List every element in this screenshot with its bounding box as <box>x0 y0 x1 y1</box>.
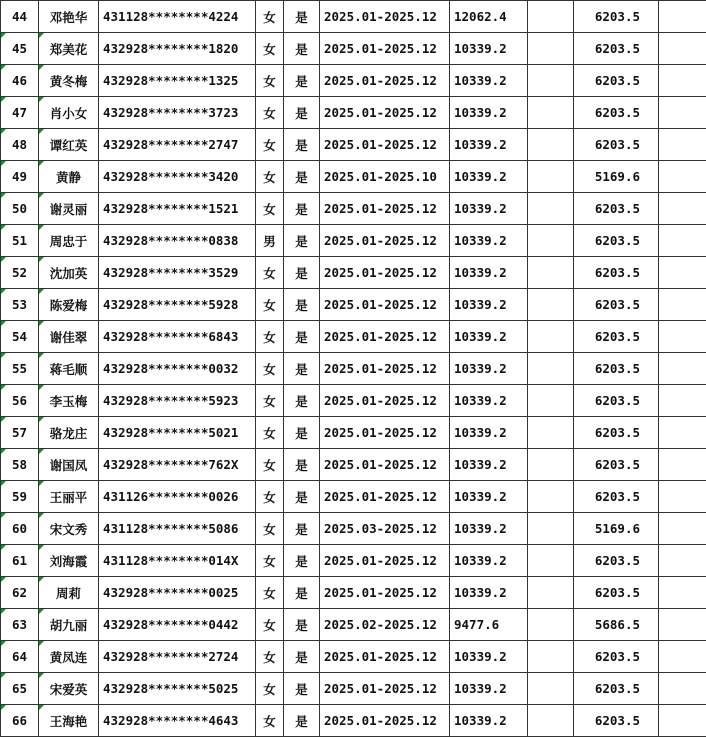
amount-cell: 10339.2 <box>450 641 528 673</box>
gender-cell: 男 <box>256 225 284 257</box>
amount-cell: 10339.2 <box>450 225 528 257</box>
amount-cell: 10339.2 <box>450 129 528 161</box>
name-cell: 谢国凤 <box>39 449 99 481</box>
note-cell <box>659 289 706 321</box>
gender-cell: 女 <box>256 97 284 129</box>
period-cell: 2025.01-2025.12 <box>320 65 450 97</box>
id-number-cell: 431128********4224 <box>99 1 256 33</box>
name-cell: 蒋毛顺 <box>39 353 99 385</box>
gender-cell: 女 <box>256 65 284 97</box>
amount-cell: 10339.2 <box>450 545 528 577</box>
flag-cell: 是 <box>284 289 320 321</box>
amount-cell: 10339.2 <box>450 97 528 129</box>
flag-cell: 是 <box>284 513 320 545</box>
note-cell <box>659 481 706 513</box>
row-number-cell: 66 <box>1 705 39 737</box>
row-number-cell: 64 <box>1 641 39 673</box>
name-cell: 肖小女 <box>39 97 99 129</box>
name-cell: 周忠于 <box>39 225 99 257</box>
subsidy-cell: 6203.5 <box>574 289 659 321</box>
table-row <box>1 33 706 65</box>
subsidy-cell: 6203.5 <box>574 129 659 161</box>
note-cell <box>659 321 706 353</box>
id-number-cell: 432928********1521 <box>99 193 256 225</box>
empty-cell <box>528 129 574 161</box>
table-row <box>1 257 706 289</box>
table-row <box>1 705 706 737</box>
row-number-cell: 59 <box>1 481 39 513</box>
gender-cell: 女 <box>256 289 284 321</box>
name-cell: 刘海霞 <box>39 545 99 577</box>
gender-cell: 女 <box>256 33 284 65</box>
note-cell <box>659 417 706 449</box>
id-number-cell: 432928********1325 <box>99 65 256 97</box>
gender-cell: 女 <box>256 513 284 545</box>
amount-cell: 10339.2 <box>450 65 528 97</box>
subsidy-cell: 6203.5 <box>574 353 659 385</box>
flag-cell: 是 <box>284 385 320 417</box>
empty-cell <box>528 225 574 257</box>
amount-cell: 10339.2 <box>450 481 528 513</box>
flag-cell: 是 <box>284 641 320 673</box>
row-number-cell: 63 <box>1 609 39 641</box>
amount-cell: 10339.2 <box>450 33 528 65</box>
flag-cell: 是 <box>284 449 320 481</box>
subsidy-cell: 6203.5 <box>574 65 659 97</box>
note-cell <box>659 385 706 417</box>
period-cell: 2025.02-2025.12 <box>320 609 450 641</box>
id-number-cell: 432928********0025 <box>99 577 256 609</box>
flag-cell: 是 <box>284 97 320 129</box>
row-number-cell: 51 <box>1 225 39 257</box>
note-cell <box>659 577 706 609</box>
subsidy-cell: 6203.5 <box>574 1 659 33</box>
period-cell: 2025.01-2025.12 <box>320 705 450 737</box>
subsidy-cell: 6203.5 <box>574 641 659 673</box>
gender-cell: 女 <box>256 609 284 641</box>
subsidy-cell: 6203.5 <box>574 673 659 705</box>
note-cell <box>659 129 706 161</box>
table-row <box>1 65 706 97</box>
id-number-cell: 432928********762X <box>99 449 256 481</box>
flag-cell: 是 <box>284 705 320 737</box>
empty-cell <box>528 257 574 289</box>
note-cell <box>659 33 706 65</box>
flag-cell: 是 <box>284 257 320 289</box>
gender-cell: 女 <box>256 161 284 193</box>
row-number-cell: 48 <box>1 129 39 161</box>
id-number-cell: 432928********6843 <box>99 321 256 353</box>
empty-cell <box>528 65 574 97</box>
subsidy-cell: 6203.5 <box>574 97 659 129</box>
flag-cell: 是 <box>284 161 320 193</box>
table-row <box>1 321 706 353</box>
row-number-cell: 46 <box>1 65 39 97</box>
period-cell: 2025.01-2025.12 <box>320 257 450 289</box>
period-cell: 2025.01-2025.12 <box>320 1 450 33</box>
flag-cell: 是 <box>284 481 320 513</box>
gender-cell: 女 <box>256 385 284 417</box>
period-cell: 2025.01-2025.12 <box>320 577 450 609</box>
period-cell: 2025.01-2025.10 <box>320 161 450 193</box>
table-row <box>1 449 706 481</box>
id-number-cell: 432928********2747 <box>99 129 256 161</box>
row-number-cell: 60 <box>1 513 39 545</box>
name-cell: 宋文秀 <box>39 513 99 545</box>
period-cell: 2025.03-2025.12 <box>320 513 450 545</box>
empty-cell <box>528 577 574 609</box>
name-cell: 王丽平 <box>39 481 99 513</box>
period-cell: 2025.01-2025.12 <box>320 673 450 705</box>
period-cell: 2025.01-2025.12 <box>320 321 450 353</box>
subsidy-cell: 6203.5 <box>574 257 659 289</box>
period-cell: 2025.01-2025.12 <box>320 289 450 321</box>
note-cell <box>659 353 706 385</box>
row-number-cell: 49 <box>1 161 39 193</box>
flag-cell: 是 <box>284 225 320 257</box>
flag-cell: 是 <box>284 417 320 449</box>
empty-cell <box>528 417 574 449</box>
subsidy-cell: 6203.5 <box>574 33 659 65</box>
name-cell: 宋爱英 <box>39 673 99 705</box>
period-cell: 2025.01-2025.12 <box>320 129 450 161</box>
gender-cell: 女 <box>256 481 284 513</box>
amount-cell: 10339.2 <box>450 193 528 225</box>
table-row <box>1 673 706 705</box>
table-row <box>1 417 706 449</box>
flag-cell: 是 <box>284 609 320 641</box>
note-cell <box>659 513 706 545</box>
row-number-cell: 47 <box>1 97 39 129</box>
period-cell: 2025.01-2025.12 <box>320 641 450 673</box>
table-row <box>1 289 706 321</box>
subsidy-cell: 5169.6 <box>574 161 659 193</box>
empty-cell <box>528 449 574 481</box>
note-cell <box>659 641 706 673</box>
id-number-cell: 432928********3723 <box>99 97 256 129</box>
flag-cell: 是 <box>284 65 320 97</box>
period-cell: 2025.01-2025.12 <box>320 193 450 225</box>
name-cell: 谢佳翠 <box>39 321 99 353</box>
empty-cell <box>528 673 574 705</box>
name-cell: 黄静 <box>39 161 99 193</box>
row-number-cell: 53 <box>1 289 39 321</box>
id-number-cell: 432928********1820 <box>99 33 256 65</box>
id-number-cell: 432928********0442 <box>99 609 256 641</box>
empty-cell <box>528 513 574 545</box>
empty-cell <box>528 33 574 65</box>
subsidy-cell: 6203.5 <box>574 385 659 417</box>
id-number-cell: 432928********4643 <box>99 705 256 737</box>
flag-cell: 是 <box>284 33 320 65</box>
table-row <box>1 97 706 129</box>
period-cell: 2025.01-2025.12 <box>320 385 450 417</box>
gender-cell: 女 <box>256 417 284 449</box>
table-row <box>1 545 706 577</box>
gender-cell: 女 <box>256 129 284 161</box>
name-cell: 黄凤连 <box>39 641 99 673</box>
table-row <box>1 513 706 545</box>
subsidy-cell: 6203.5 <box>574 449 659 481</box>
id-number-cell: 432928********2724 <box>99 641 256 673</box>
note-cell <box>659 673 706 705</box>
table-row <box>1 161 706 193</box>
gender-cell: 女 <box>256 257 284 289</box>
amount-cell: 10339.2 <box>450 321 528 353</box>
note-cell <box>659 705 706 737</box>
flag-cell: 是 <box>284 321 320 353</box>
note-cell <box>659 97 706 129</box>
table-row <box>1 577 706 609</box>
row-number-cell: 57 <box>1 417 39 449</box>
id-number-cell: 431126********0026 <box>99 481 256 513</box>
name-cell: 王海艳 <box>39 705 99 737</box>
id-number-cell: 431128********014X <box>99 545 256 577</box>
period-cell: 2025.01-2025.12 <box>320 417 450 449</box>
empty-cell <box>528 609 574 641</box>
name-cell: 周莉 <box>39 577 99 609</box>
row-number-cell: 58 <box>1 449 39 481</box>
flag-cell: 是 <box>284 353 320 385</box>
subsidy-cell: 6203.5 <box>574 481 659 513</box>
gender-cell: 女 <box>256 577 284 609</box>
subsidy-cell: 6203.5 <box>574 193 659 225</box>
amount-cell: 9477.6 <box>450 609 528 641</box>
table-row <box>1 385 706 417</box>
gender-cell: 女 <box>256 449 284 481</box>
row-number-cell: 65 <box>1 673 39 705</box>
table-row <box>1 609 706 641</box>
name-cell: 李玉梅 <box>39 385 99 417</box>
row-number-cell: 52 <box>1 257 39 289</box>
subsidy-cell: 6203.5 <box>574 225 659 257</box>
note-cell <box>659 225 706 257</box>
name-cell: 谢灵丽 <box>39 193 99 225</box>
period-cell: 2025.01-2025.12 <box>320 545 450 577</box>
name-cell: 陈爱梅 <box>39 289 99 321</box>
name-cell: 郑美花 <box>39 33 99 65</box>
gender-cell: 女 <box>256 353 284 385</box>
gender-cell: 女 <box>256 321 284 353</box>
amount-cell: 10339.2 <box>450 257 528 289</box>
row-number-cell: 61 <box>1 545 39 577</box>
subsidy-cell: 5169.6 <box>574 513 659 545</box>
amount-cell: 12062.4 <box>450 1 528 33</box>
note-cell <box>659 545 706 577</box>
id-number-cell: 432928********5923 <box>99 385 256 417</box>
empty-cell <box>528 481 574 513</box>
row-number-cell: 45 <box>1 33 39 65</box>
empty-cell <box>528 193 574 225</box>
period-cell: 2025.01-2025.12 <box>320 353 450 385</box>
id-number-cell: 432928********0838 <box>99 225 256 257</box>
amount-cell: 10339.2 <box>450 673 528 705</box>
empty-cell <box>528 97 574 129</box>
amount-cell: 10339.2 <box>450 449 528 481</box>
table-row <box>1 129 706 161</box>
note-cell <box>659 65 706 97</box>
note-cell <box>659 193 706 225</box>
gender-cell: 女 <box>256 673 284 705</box>
gender-cell: 女 <box>256 1 284 33</box>
subsidy-cell: 6203.5 <box>574 417 659 449</box>
flag-cell: 是 <box>284 1 320 33</box>
table-row <box>1 481 706 513</box>
empty-cell <box>528 353 574 385</box>
row-number-cell: 50 <box>1 193 39 225</box>
table-body <box>1 1 706 737</box>
row-number-cell: 55 <box>1 353 39 385</box>
amount-cell: 10339.2 <box>450 385 528 417</box>
subsidy-cell: 6203.5 <box>574 705 659 737</box>
flag-cell: 是 <box>284 193 320 225</box>
name-cell: 骆龙庄 <box>39 417 99 449</box>
row-number-cell: 62 <box>1 577 39 609</box>
note-cell <box>659 609 706 641</box>
row-number-cell: 44 <box>1 1 39 33</box>
amount-cell: 10339.2 <box>450 161 528 193</box>
id-number-cell: 432928********5021 <box>99 417 256 449</box>
name-cell: 谭红英 <box>39 129 99 161</box>
empty-cell <box>528 545 574 577</box>
row-number-cell: 54 <box>1 321 39 353</box>
row-number-cell: 56 <box>1 385 39 417</box>
period-cell: 2025.01-2025.12 <box>320 225 450 257</box>
note-cell <box>659 257 706 289</box>
period-cell: 2025.01-2025.12 <box>320 97 450 129</box>
period-cell: 2025.01-2025.12 <box>320 33 450 65</box>
id-number-cell: 431128********5086 <box>99 513 256 545</box>
amount-cell: 10339.2 <box>450 577 528 609</box>
table-row <box>1 1 706 33</box>
empty-cell <box>528 385 574 417</box>
id-number-cell: 432928********0032 <box>99 353 256 385</box>
id-number-cell: 432928********3420 <box>99 161 256 193</box>
empty-cell <box>528 289 574 321</box>
name-cell: 沈加英 <box>39 257 99 289</box>
empty-cell <box>528 161 574 193</box>
table-row <box>1 193 706 225</box>
subsidy-cell: 6203.5 <box>574 321 659 353</box>
amount-cell: 10339.2 <box>450 705 528 737</box>
note-cell <box>659 161 706 193</box>
empty-cell <box>528 1 574 33</box>
amount-cell: 10339.2 <box>450 353 528 385</box>
empty-cell <box>528 321 574 353</box>
flag-cell: 是 <box>284 545 320 577</box>
table-row <box>1 641 706 673</box>
note-cell <box>659 449 706 481</box>
gender-cell: 女 <box>256 705 284 737</box>
subsidy-cell: 6203.5 <box>574 577 659 609</box>
flag-cell: 是 <box>284 129 320 161</box>
gender-cell: 女 <box>256 641 284 673</box>
name-cell: 胡九丽 <box>39 609 99 641</box>
amount-cell: 10339.2 <box>450 417 528 449</box>
gender-cell: 女 <box>256 193 284 225</box>
flag-cell: 是 <box>284 673 320 705</box>
table-row <box>1 225 706 257</box>
name-cell: 黄冬梅 <box>39 65 99 97</box>
table-row <box>1 353 706 385</box>
note-cell <box>659 1 706 33</box>
subsidy-cell: 5686.5 <box>574 609 659 641</box>
name-cell: 邓艳华 <box>39 1 99 33</box>
id-number-cell: 432928********3529 <box>99 257 256 289</box>
period-cell: 2025.01-2025.12 <box>320 481 450 513</box>
gender-cell: 女 <box>256 545 284 577</box>
id-number-cell: 432928********5025 <box>99 673 256 705</box>
id-number-cell: 432928********5928 <box>99 289 256 321</box>
period-cell: 2025.01-2025.12 <box>320 449 450 481</box>
flag-cell: 是 <box>284 577 320 609</box>
amount-cell: 10339.2 <box>450 289 528 321</box>
amount-cell: 10339.2 <box>450 513 528 545</box>
empty-cell <box>528 705 574 737</box>
empty-cell <box>528 641 574 673</box>
subsidy-cell: 6203.5 <box>574 545 659 577</box>
